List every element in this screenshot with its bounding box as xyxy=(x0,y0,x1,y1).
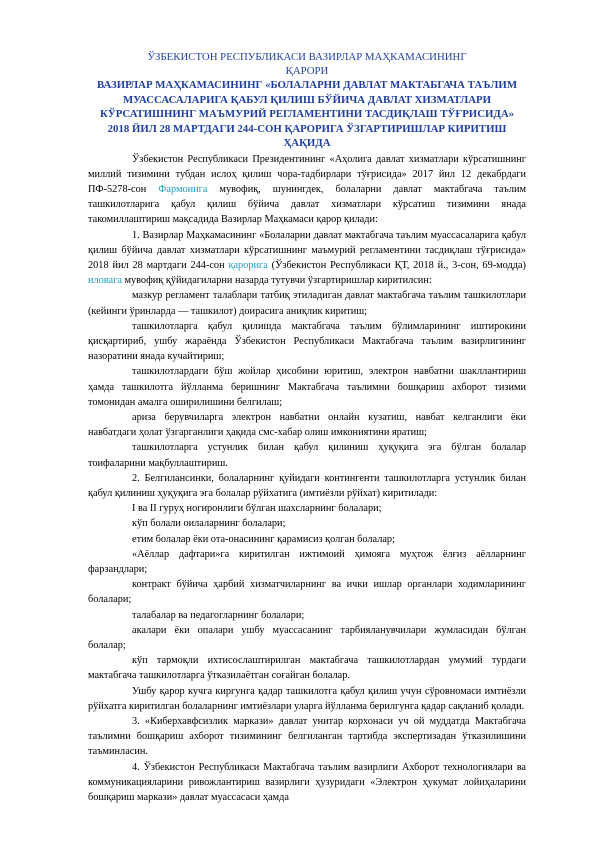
paragraph-preamble xyxy=(88,152,526,228)
paragraph-item: ариза берувчиларга электрон навбатни онлайн кузатиш, навбат келганлиги ёки навбатдаги ҳолат ўзгарганлиги ҳақида смс-хабар олиш имкониятини яратиш; xyxy=(88,411,526,439)
paragraph-item: талабалар ва педагогларнинг болалари; xyxy=(132,609,305,621)
paragraph-item: контракт бўйича ҳарбий хизматчиларнинг ва ички ишлар органлари ходимларининг болалари; xyxy=(88,579,526,606)
clause-1-text-end: мувофиқ қўйидагиларни назарда тутувчи ўзгартиришлар киритилсин: xyxy=(121,275,432,287)
resolution-link[interactable]: қарорига xyxy=(228,259,268,271)
paragraph-item: «Аёллар дафтари»га киритилган ижтимоий ҳимояга муҳтож ёлғиз аёлларнинг фарзандлари; xyxy=(88,548,526,575)
decree-link[interactable]: Фармонига xyxy=(158,183,208,195)
clause-1-text-start: 1. Вазирлар Маҳкамасининг «Болаларни давлат мактабгача таълим муассасаларига қабул қилиш бўйича давлат хизматлари кўрсатишнинг маъмурий регламентини тасдиқлаш тўғрисида» 2018 йил 28 мартдаги 244-сон xyxy=(88,229,526,271)
clause-1-text-middle: (Ўзбекистон Республикаси ҚТ, 2018 й., 3-сон, 69-модда) xyxy=(267,259,526,271)
paragraph-item: ташкилотларга устунлик билан қабул қилиниш ҳуқуқига эга бўлган болалар тоифаларини мақбуллаштириш. xyxy=(88,442,526,469)
paragraph-item: кўп болали оилаларнинг болалари; xyxy=(132,518,286,530)
preamble-text-end: мувофиқ, шунингдек, болаларни давлат мактабгача таълим ташкилотларига қабул қилиш бўйича давлат хизматлари кўрсатиш тизимини янада такомиллаштириш мақсадида Вазирлар Маҳкамаси қарор қилади: xyxy=(88,183,526,226)
paragraph-clause-4: 4. Ўзбекистон Республикаси Мактабгача таълим вазирлиги Ахборот технологиялари ва коммуникацияларини ривожлантириш вазирлиги ҳузуридаги «Электрон ҳукумат лойиҳаларини бошқариш маркази» давлат муассасаси ҳамда xyxy=(88,761,526,804)
preamble-text-start: Ўзбекистон Республикаси Президентининг «Аҳолига давлат хизматлари кўрсатишнинг миллий тизимини тубдан ислоҳ қилиш чора-тадбирлари тўғрисида» 2017 йил 12 декабрдаги ПФ-5278-сон xyxy=(88,153,526,195)
authority-line-2: ҚАРОРИ xyxy=(285,65,329,77)
paragraph-item: ташкилотлардаги бўш жойлар ҳисобини юритиш, электрон навбатни шакллантириш ҳамда ташкилотга йўлланма беришнинг Мактабгача таълимни бошқариш ахборот тизими томонидан амалга оширилишини белгилаш; xyxy=(88,366,526,408)
issuing-authority xyxy=(88,50,526,78)
paragraph-item: мазкур регламент талаблари татбиқ этиладиган давлат мактабгача таълим ташкилотлари (кейинги ўринларда — ташкилот) доирасига аниқлик киритиш; xyxy=(88,290,526,317)
authority-line-1: ЎЗБЕКИСТОН РЕСПУБЛИКАСИ ВАЗИРЛАР МАҲКАМАСИНИНГ xyxy=(147,51,467,63)
paragraph-transitional: Ушбу қарор кучга киргунга қадар ташкилотга қабул қилиш учун сўровномаси имтиёзли рўйхатга киритилган болаларнинг имтиёзлари уларга йўлланма берилгунга қадар сақланиб қолади. xyxy=(88,685,526,712)
paragraph-item: I ва II гуруҳ ногиронлиги бўлган шахсларнинг болалари; xyxy=(132,503,382,515)
paragraph-clause-2: 2. Белгилансинки, болаларнинг қуйидаги контингенти ташкилотларга устунлик билан қабул қилиниш ҳуқуқига эга болалар рўйхатига (имтиёзли рўйхат) киритилади: xyxy=(88,472,526,499)
paragraph-item: етим болалар ёки ота-онасининг қарамисиз қолган болалар; xyxy=(132,533,395,545)
appendix-link[interactable]: иловага xyxy=(88,275,122,287)
paragraph-item: кўп тармоқли ихтисослаштирилган мактабгача ташкилотлардан умумий турдаги мактабгача ташкилотларга ўтказилаётган соғайган болалар. xyxy=(88,655,526,682)
paragraph-item: ташкилотларга қабул қилишда мактабгача таълим бўлимларининг иштирокини қисқартириб, ушбу жараёнда Ўзбекистон Республикаси Мактабгача таълим вазирлигининг назоратини янада кучайтириш; xyxy=(88,320,526,363)
paragraph-clause-3: 3. «Киберхавфсизлик маркази» давлат унитар корхонаси уч ой муддатда Мактабгача таълимни бошқариш ахборот тизимининг белгиланган тартибда экспертизадан ўтказилишини таъминласин. xyxy=(88,716,526,758)
paragraph-clause-1 xyxy=(88,228,526,289)
document-title: ВАЗИРЛАР МАҲКАМАСИНИНГ «БОЛАЛАРНИ ДАВЛАТ МАКТАБГАЧА ТАЪЛИМ МУАССАСАЛАРИГА ҚАБУЛ ҚИЛИШ БЎЙИЧА ДАВЛАТ ХИЗМАТЛАРИ КЎРСАТИШНИНГ МАЪМУРИЙ РЕГЛАМЕНТИНИ ТАСДИҚЛАШ ТЎҒРИСИДА» 2018 ЙИЛ 28 МАРТДАГИ 244-СОН ҚАРОРИГА ЎЗГАРТИРИШЛАР КИРИТИШ ҲАҚИДА xyxy=(96,79,518,149)
paragraph-item: акалари ёки опалари ушбу муассасанинг тарбияланувчилари жумласидан бўлган болалар; xyxy=(88,624,526,651)
